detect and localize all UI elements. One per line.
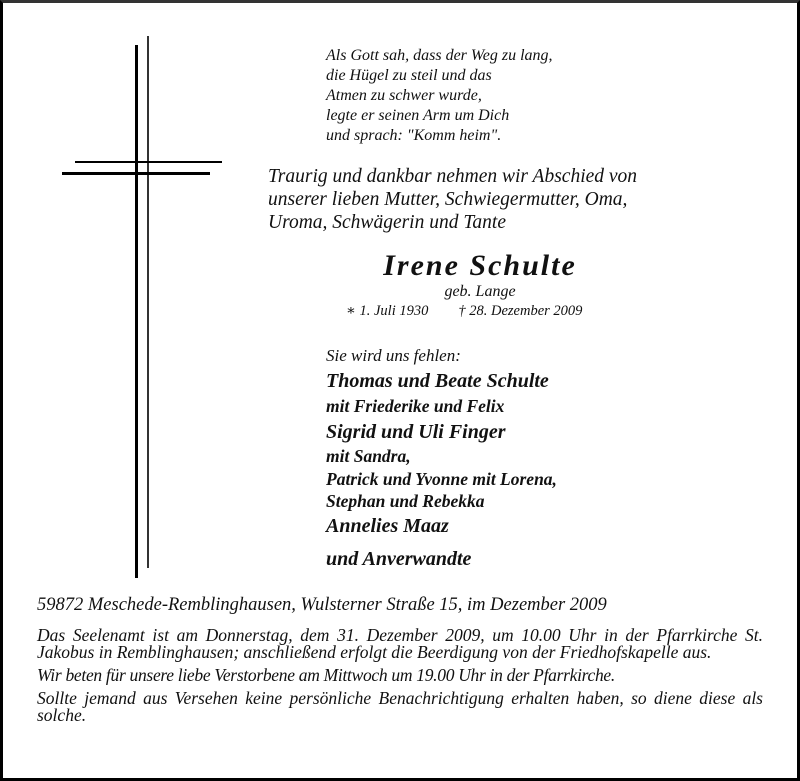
poem-line: Atmen zu schwer wurde, xyxy=(326,87,482,104)
mourner-line: mit Friederike und Felix xyxy=(326,396,505,416)
intro-text xyxy=(268,165,637,234)
notice-info: Sollte jemand aus Versehen keine persönliche Benachrichtigung erhalten haben, so diene diese als solche. xyxy=(37,688,763,725)
intro-line: Uroma, Schwägerin und Tante xyxy=(268,212,506,233)
poem-line: die Hügel zu steil und das xyxy=(326,67,492,84)
address-line: 59872 Meschede-Remblinghausen, Wulsterner Straße 15, im Dezember 2009 xyxy=(37,595,607,615)
mourner-line: Patrick und Yvonne mit Lorena, xyxy=(326,469,557,489)
poem-line: und sprach: "Komm heim". xyxy=(326,127,502,144)
poem-line: legte er seinen Arm um Dich xyxy=(326,107,510,124)
poem xyxy=(326,46,553,146)
birth-date: ∗ 1. Juli 1930 xyxy=(346,303,429,319)
mourner-line: Sigrid und Uli Finger xyxy=(326,421,506,443)
mourner-line: und Anverwandte xyxy=(326,548,472,570)
mourner-line: Annelies Maaz xyxy=(326,515,449,537)
footer-address xyxy=(37,597,763,614)
prayer-info: Wir beten für unsere liebe Verstorbene am Mittwoch um 19.00 Uhr in der Pfarrkirche. xyxy=(37,665,615,685)
intro-line: unserer lieben Mutter, Schwiegermutter, Oma, xyxy=(268,189,628,210)
intro-line: Traurig und dankbar nehmen wir Abschied von xyxy=(268,166,638,187)
footer-details xyxy=(37,627,763,724)
mourner-line: mit Sandra, xyxy=(326,446,411,466)
poem-line: Als Gott sah, dass der Weg zu lang, xyxy=(326,47,553,64)
mourner-line: Thomas und Beate Schulte xyxy=(326,370,549,392)
maiden-name: geb. Lange xyxy=(444,283,516,300)
life-dates xyxy=(346,303,582,320)
death-date: † 28. Dezember 2009 xyxy=(458,303,583,319)
mourner-line: Stephan und Rebekka xyxy=(326,491,485,511)
funeral-info: Das Seelenamt ist am Donnerstag, dem 31. Dezember 2009, um 10.00 Uhr in der Pfarrkirche St. Jakobus in Remblinghausen; anschließend erfolgt die Beerdigung von der Friedhofskapelle aus. xyxy=(37,625,763,662)
deceased-name: Irene Schulte xyxy=(383,249,577,282)
mourners-intro: Sie wird uns fehlen: xyxy=(326,346,461,365)
